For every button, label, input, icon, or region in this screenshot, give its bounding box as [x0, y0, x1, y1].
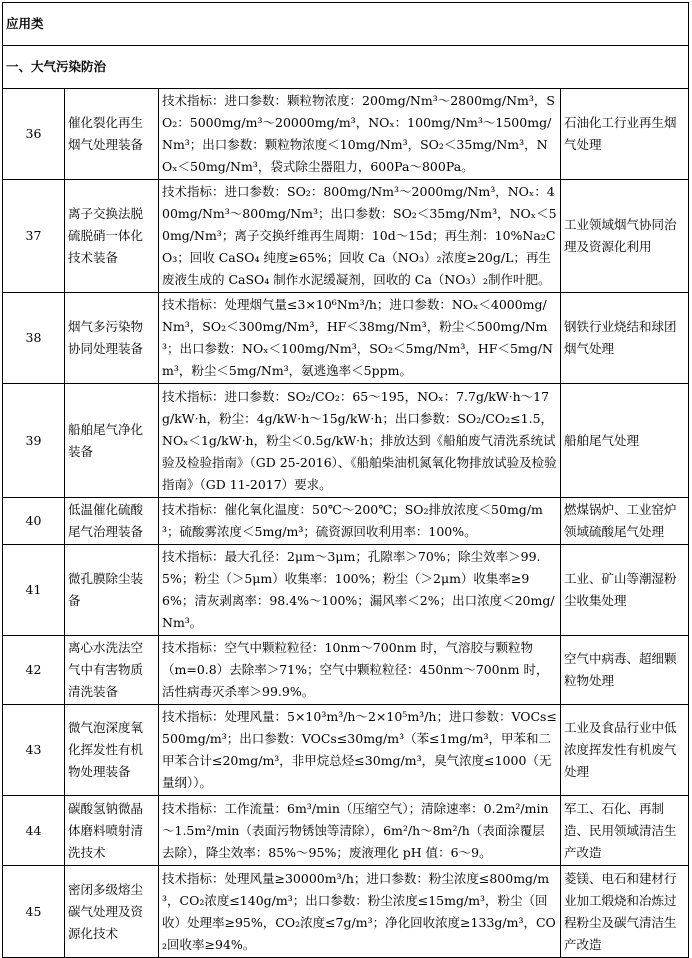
application-field: 钢铁行业烧结和球团烟气处理 — [561, 293, 689, 384]
row-number: 44 — [3, 796, 65, 866]
table-row — [3, 180, 689, 293]
equipment-name: 离心水洗法空气中有害物质清洗装备 — [65, 636, 159, 705]
technical-spec: 技术指标：催化氧化温度：50℃～200℃；SO₂排放浓度＜50mg/m³；硫酸雾浓度＜5mg/m³；硫资源回收利用率：100%。 — [159, 498, 561, 545]
row-number: 39 — [3, 384, 65, 498]
application-field: 工业领域烟气协同治理及资源化利用 — [561, 180, 689, 293]
row-number: 38 — [3, 293, 65, 384]
equipment-name: 低温催化硫酸尾气治理装备 — [65, 498, 159, 545]
section-header-row — [3, 3, 689, 46]
equipment-name: 离子交换法脱硫脱硝一体化技术装备 — [65, 180, 159, 293]
table-row — [3, 293, 689, 384]
table-row — [3, 636, 689, 705]
row-number: 41 — [3, 545, 65, 636]
table-row — [3, 384, 689, 498]
row-number: 40 — [3, 498, 65, 545]
row-number: 45 — [3, 866, 65, 958]
row-number: 42 — [3, 636, 65, 705]
row-number: 37 — [3, 180, 65, 293]
application-field: 军工、石化、再制造、民用领域清洁生产改造 — [561, 796, 689, 866]
subsection-header-row — [3, 46, 689, 89]
section-title: 应用类 — [3, 3, 689, 46]
technical-spec: 技术指标：进口参数：颗粒物浓度：200mg/Nm³～2800mg/Nm³，SO₂：5000mg/m³～20000mg/m³，NOₓ：100mg/Nm³～1500mg/Nm³；出口参数：颗粒物浓度＜10mg/Nm³，SO₂＜35mg/Nm³，NOₓ＜50mg/Nm³，袋式除尘器阻力，600Pa～800Pa。 — [159, 89, 561, 180]
application-field: 燃煤锅炉、工业窑炉领域硫酸尾气处理 — [561, 498, 689, 545]
equipment-name: 微孔膜除尘装备 — [65, 545, 159, 636]
equipment-name: 船舶尾气净化装备 — [65, 384, 159, 498]
application-field: 船舶尾气处理 — [561, 384, 689, 498]
row-number: 36 — [3, 89, 65, 180]
table-row — [3, 89, 689, 180]
technical-spec: 技术指标：空气中颗粒粒径：10nm～700nm 时，气溶胶与颗粒物（m=0.8）去除率＞71%；空气中颗粒粒径：450nm～700nm 时，活性病毒灭杀率＞99.9%。 — [159, 636, 561, 705]
technical-spec: 技术指标：工作流量：6m³/min（压缩空气）；清除速率：0.2m²/min～1.5m²/min（表面污物锈蚀等清除），6m²/h～8m²/h（表面涂覆层去除），降尘效率：85%～95%；废液理化 pH 值：6～9。 — [159, 796, 561, 866]
table-row — [3, 866, 689, 958]
application-field: 空气中病毒、超细颗粒物处理 — [561, 636, 689, 705]
technical-spec: 技术指标：进口参数：SO₂/CO₂：65～195，NOₓ：7.7g/kW·h～17g/kW·h，粉尘：4g/kW·h～15g/kW·h；出口参数：SO₂/CO₂≤1.5，NOₓ＜1g/kW·h，粉尘＜0.5g/kW·h；排放达到《船舶废气清洗系统试验及检验指南》（GD 25-2016）、《船舶柴油机氮氧化物排放试验及检验指南》（GD 11-2017）要求。 — [159, 384, 561, 498]
technical-spec: 技术指标：处理风量≥30000m³/h；进口参数：粉尘浓度≤800mg/m³，CO₂浓度≤140g/m³；出口参数：粉尘浓度≤15mg/m³，粉尘（回收）处理率≥95%，CO₂浓度≤7g/m³；净化回收浓度≥133g/m³，CO₂回收率≥94%。 — [159, 866, 561, 958]
row-number: 43 — [3, 705, 65, 796]
equipment-name: 碳酸氢钠微晶体磨料喷射清洗技术 — [65, 796, 159, 866]
application-field: 石油化工行业再生烟气处理 — [561, 89, 689, 180]
application-field: 工业及食品行业中低浓度挥发性有机废气处理 — [561, 705, 689, 796]
table-row — [3, 705, 689, 796]
technical-spec: 技术指标：处理风量：5×10³m³/h～2×10⁵m³/h；进口参数：VOCs≤500mg/m³；出口参数：VOCs≤30mg/m³（苯≤1mg/m³，甲苯和二甲苯合计≤20mg/m³，非甲烷总烃≤30mg/m³，臭气浓度≤1000（无量纲））。 — [159, 705, 561, 796]
subsection-title: 一、大气污染防治 — [3, 46, 689, 89]
equipment-name: 微气泡深度氧化挥发性有机物处理装备 — [65, 705, 159, 796]
equipment-name: 催化裂化再生烟气处理装备 — [65, 89, 159, 180]
table-row — [3, 498, 689, 545]
equipment-name: 密闭多级熔尘碳气处理及资源化技术 — [65, 866, 159, 958]
technical-spec: 技术指标：进口参数：SO₂：800mg/Nm³～2000mg/Nm³，NOₓ：400mg/Nm³～800mg/Nm³；出口参数：SO₂＜35mg/Nm³，NOₓ＜50mg/Nm³；离子交换纤维再生周期：10d～15d；再生剂：10%Na₂CO₃；回收 CaSO₄ 纯度≥65%；回收 Ca（NO₃）₂浓度≥20g/L；再生废液生成的 CaSO₄ 制作水泥缓凝剂，回收的 Ca（NO₃）₂制作叶肥。 — [159, 180, 561, 293]
table-row — [3, 796, 689, 866]
application-field: 工业、矿山等潮湿粉尘收集处理 — [561, 545, 689, 636]
application-field: 菱镁、电石和建材行业加工煅烧和冶炼过程粉尘及碳气清洁生产改造 — [561, 866, 689, 958]
table-row — [3, 545, 689, 636]
catalog-table — [2, 2, 689, 958]
technical-spec: 技术指标：处理烟气量≤3×10⁶Nm³/h；进口参数：NOₓ＜4000mg/Nm³，SO₂＜300mg/Nm³，HF＜38mg/Nm³，粉尘＜500mg/Nm³；出口参数：NOₓ＜100mg/Nm³，SO₂＜5mg/Nm³，HF＜5mg/Nm³，粉尘＜5mg/Nm³，氨逃逸率＜5ppm。 — [159, 293, 561, 384]
technical-spec: 技术指标：最大孔径：2μm～3μm；孔隙率＞70%；除尘效率＞99.5%；粉尘（＞5μm）收集率：100%；粉尘（＞2μm）收集率≥96%；清灰剥离率：98.4%～100%；漏风率＜2%；出口浓度＜20mg/Nm³。 — [159, 545, 561, 636]
equipment-name: 烟气多污染物协同处理装备 — [65, 293, 159, 384]
